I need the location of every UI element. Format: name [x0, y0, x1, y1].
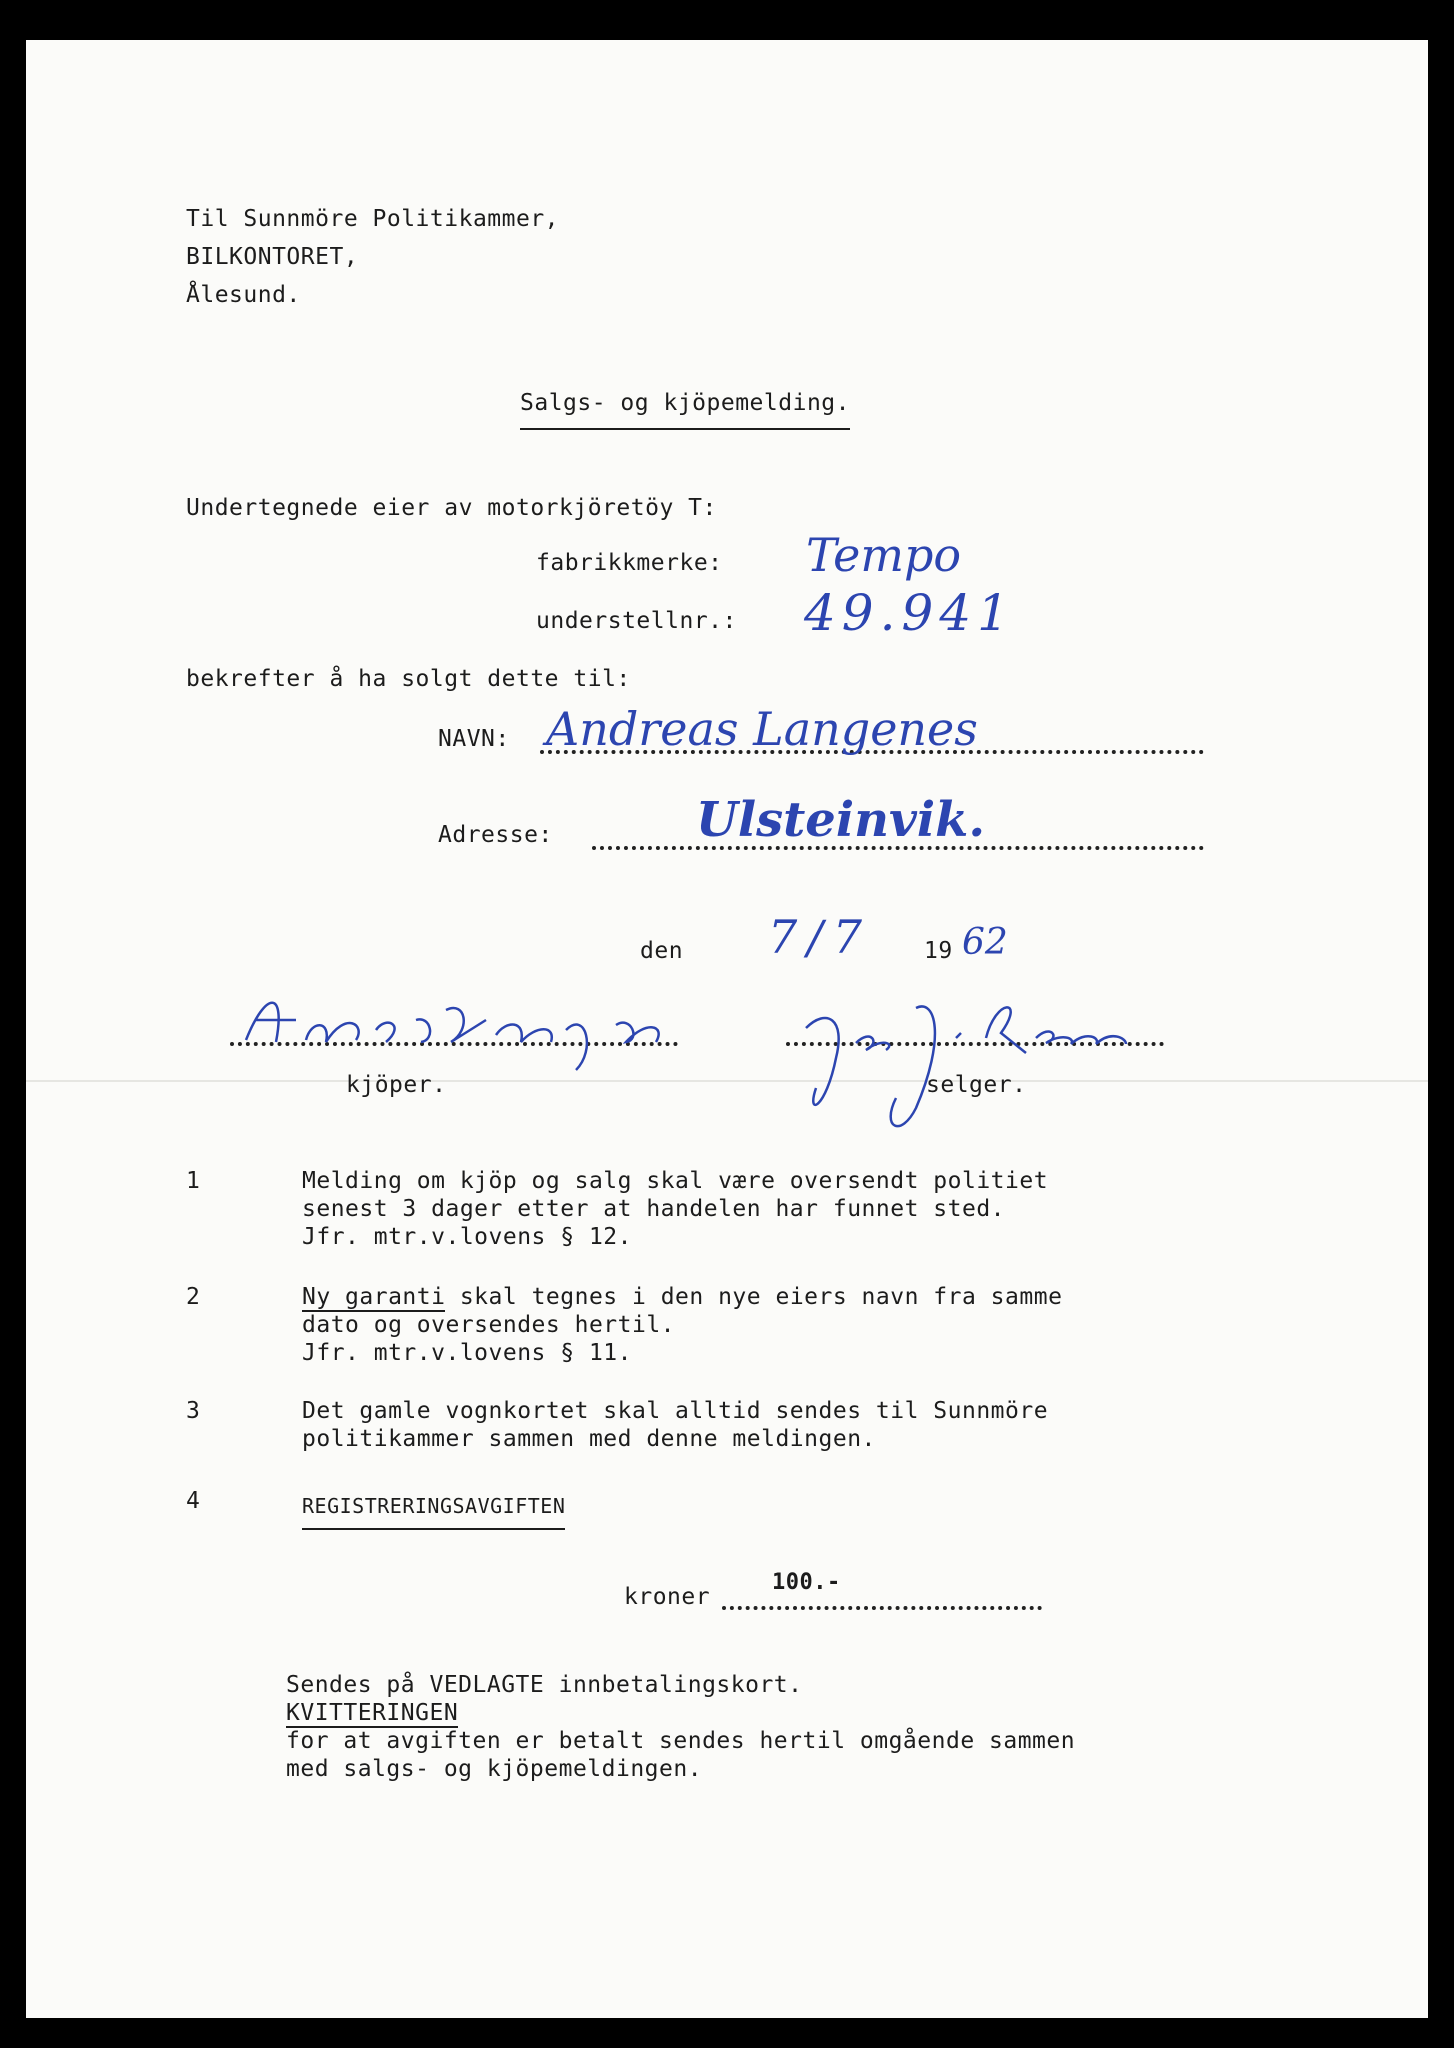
- address-label: Adresse:: [438, 822, 553, 848]
- note-2-line-1: [302, 1284, 1062, 1310]
- buyer-signature-scribble: [236, 980, 696, 1080]
- registration-fee-heading: REGISTRERINGSAVGIFTEN: [302, 1494, 565, 1530]
- buyer-name-value: Andreas Langenes: [546, 702, 978, 756]
- make-value: Tempo: [806, 528, 962, 582]
- buyer-address-value: Ulsteinvik.: [696, 792, 986, 848]
- closing-line-3: for at avgiften er betalt sendes hertil omgående sammen: [286, 1728, 1076, 1754]
- date-year-prefix: 19: [924, 938, 953, 964]
- note-3-number: 3: [186, 1398, 201, 1424]
- note-3-line-2: politikammer sammen med denne meldingen.: [302, 1426, 876, 1452]
- chassis-value: 49.941: [804, 584, 1015, 642]
- date-day-month: 7/7: [768, 910, 873, 964]
- document-title: Salgs- og kjöpemelding.: [520, 390, 850, 430]
- recipient-line-1: Til Sunnmöre Politikammer,: [186, 206, 560, 232]
- new-guarantee-emphasis: Ny garanti: [302, 1284, 446, 1310]
- confirm-text: bekrefter å ha solgt dette til:: [186, 666, 631, 692]
- note-3-line-1: Det gamle vognkortet skal alltid sendes til Sunnmöre: [302, 1398, 1049, 1424]
- note-2-line-3: Jfr. mtr.v.lovens § 11.: [302, 1340, 632, 1366]
- seller-label: selger.: [926, 1072, 1027, 1098]
- document-page: [26, 40, 1428, 2018]
- buyer-signature: [256, 1000, 265, 1001]
- seller-signature: [806, 1000, 812, 1001]
- closing-line-1: Sendes på VEDLAGTE innbetalingskort.: [286, 1672, 803, 1698]
- note-2-line-2: dato og oversendes hertil.: [302, 1312, 676, 1338]
- note-2-line-1-rest: skal tegnes i den nye eiers navn fra samme: [445, 1284, 1063, 1310]
- make-label: fabrikkmerke:: [536, 550, 723, 576]
- chassis-label: understellnr.:: [536, 608, 737, 634]
- buyer-label: kjöper.: [346, 1072, 447, 1098]
- fold-crease: [26, 1080, 1428, 1082]
- fee-label: kroner: [624, 1584, 711, 1610]
- note-1-number: 1: [186, 1168, 201, 1194]
- note-1-line-3: Jfr. mtr.v.lovens § 12.: [302, 1224, 632, 1250]
- receipt-heading: KVITTERINGEN: [286, 1700, 459, 1726]
- fee-amount: 100.-: [772, 1570, 841, 1595]
- date-label: den: [640, 938, 684, 964]
- closing-line-4: med salgs- og kjöpemeldingen.: [286, 1756, 703, 1782]
- note-1-line-2: senest 3 dager etter at handelen har funnet sted.: [302, 1196, 1006, 1222]
- intro-text: Undertegnede eier av motorkjöretöy T:: [186, 495, 717, 521]
- note-2-number: 2: [186, 1284, 201, 1310]
- note-4-number: 4: [186, 1488, 201, 1514]
- name-label: NAVN:: [438, 726, 510, 752]
- date-year-suffix: 62: [962, 922, 1008, 963]
- seller-signature-scribble: [786, 978, 1146, 1158]
- fee-dotted-line: [722, 1606, 1042, 1610]
- recipient-line-2: BILKONTORET,: [186, 244, 359, 270]
- note-1-line-1: Melding om kjöp og salg skal være oversendt politiet: [302, 1168, 1049, 1194]
- recipient-line-3: Ålesund.: [186, 282, 301, 308]
